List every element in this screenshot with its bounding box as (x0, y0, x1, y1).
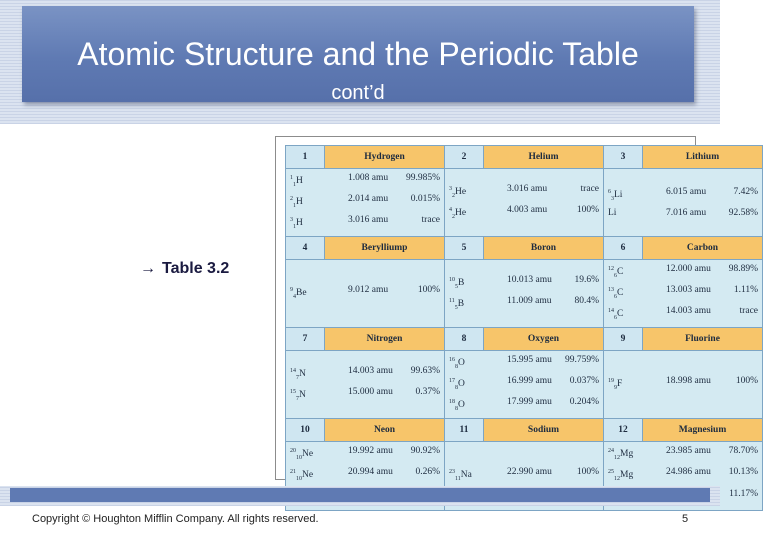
isotope-row (286, 260, 763, 328)
table-reference (140, 260, 229, 278)
isotope-mass: 2.014 amu (348, 194, 389, 205)
element-name: Sodium (484, 419, 604, 442)
isotope-symbol: $^4_2$He (449, 206, 467, 220)
atomic-number: 5 (454, 304, 458, 311)
element-name: Boron (484, 237, 604, 260)
isotope-abundance: 19.6% (574, 274, 599, 285)
isotope-cell (604, 169, 763, 237)
isotope-abundance: 0.26% (415, 467, 440, 478)
isotope-symbol: $^3_2$He (449, 185, 467, 199)
isotope-abundance: 0.015% (410, 194, 440, 205)
isotope-abundance: 0.204% (569, 397, 599, 408)
isotope-line (608, 374, 758, 395)
mass-number: 25 (608, 469, 614, 476)
isotope-abundance: trace (739, 306, 758, 317)
atomic-number: 7 (296, 395, 299, 402)
isotope-abundance: 11.17% (729, 488, 758, 499)
mass-number: 20 (290, 448, 296, 455)
mass-number: 24 (608, 448, 614, 455)
isotope-symbol: Li (608, 208, 617, 219)
isotope-line (608, 262, 758, 283)
isotope-mass: 11.009 amu (507, 295, 552, 306)
mass-number: 14 (290, 367, 296, 374)
isotope-line (290, 213, 440, 234)
mass-number: 12 (608, 266, 614, 273)
isotope-abundance: 0.037% (569, 376, 599, 387)
atomic-number: 7 (296, 374, 299, 381)
element-number: 3 (604, 146, 643, 169)
isotope-mass: 23.985 amu (666, 446, 711, 457)
isotope-line (449, 273, 599, 294)
element-number: 12 (604, 419, 643, 442)
isotope-symbol: $^9_4$Be (290, 287, 307, 301)
isotope-abundance: 78.70% (728, 446, 758, 457)
page-number: 5 (682, 513, 689, 525)
element-header-row (286, 237, 763, 260)
isotope-mass: 17.999 amu (507, 397, 552, 408)
isotope-line (290, 385, 440, 406)
isotope-line (290, 171, 440, 192)
atomic-number: 9 (614, 385, 617, 392)
isotope-cell (286, 260, 445, 328)
isotope-line (608, 304, 758, 325)
isotope-abundance: 99.759% (564, 355, 599, 366)
atomic-number: 8 (455, 364, 458, 371)
atomic-number: 1 (293, 203, 296, 210)
isotope-symbol: $^{25}_{12}$Mg (608, 469, 634, 483)
atomic-number: 10 (296, 476, 302, 483)
isotope-symbol: $^1_1$H (290, 175, 303, 189)
isotope-mass: 1.008 amu (348, 173, 389, 183)
isotope-mass: 22.990 amu (507, 467, 552, 478)
mass-number: 9 (290, 287, 293, 294)
element-number: 5 (445, 237, 484, 260)
element-name: Fluorine (643, 328, 763, 351)
mass-number: 3 (449, 185, 452, 192)
atomic-number: 2 (452, 213, 455, 220)
isotope-symbol: $^{16}_8$O (449, 357, 465, 371)
mass-number: 10 (449, 276, 455, 283)
isotope-symbol: $^2_1$H (290, 196, 303, 210)
copyright-text: Copyright © Houghton Mifflin Company. All rights reserved. (32, 513, 319, 525)
header-band (0, 0, 720, 124)
isotope-cell (286, 351, 445, 419)
isotope-symbol: $^{19}_9$F (608, 378, 623, 392)
isotope-line (608, 444, 758, 465)
mass-number: 3 (290, 217, 293, 224)
isotope-mass: 20.994 amu (348, 467, 393, 478)
isotope-mass: 15.000 amu (348, 386, 393, 397)
isotope-cell (286, 169, 445, 237)
mass-number: 19 (608, 378, 614, 385)
isotope-abundance: 99.985% (405, 173, 440, 183)
mass-number: 17 (449, 378, 455, 385)
atomic-number: 8 (455, 406, 458, 413)
isotope-symbol: $^{13}_6$C (608, 287, 624, 301)
isotope-mass: 16.999 amu (507, 376, 552, 387)
mass-number: 6 (608, 189, 611, 196)
arrow-icon: → (140, 260, 156, 277)
isotope-mass: 13.003 amu (666, 285, 711, 296)
isotope-mass: 18.998 amu (666, 376, 711, 387)
isotope-abundance: 99.63% (410, 365, 440, 376)
isotope-line (608, 206, 758, 220)
atomic-number: 11 (455, 476, 461, 483)
element-header-row (286, 419, 763, 442)
atomic-number: 12 (614, 455, 620, 462)
isotope-symbol: $^{12}_6$C (608, 266, 624, 280)
isotope-mass: 7.016 amu (666, 208, 707, 219)
isotope-symbol: $^{11}_5$B (449, 297, 465, 311)
slide-subtitle: cont’d (331, 82, 385, 104)
isotope-symbol: $^{23}_{11}$Na (449, 469, 472, 483)
mass-number: 11 (449, 297, 455, 304)
mass-number: 2 (290, 196, 293, 203)
isotope-abundance: 100% (417, 285, 440, 296)
element-header-row (286, 146, 763, 169)
isotope-cell (604, 260, 763, 328)
isotope-line (290, 364, 440, 385)
table-reference-text: Table 3.2 (162, 260, 230, 277)
element-number: 8 (445, 328, 484, 351)
atomic-number: 6 (614, 273, 617, 280)
table-image (275, 136, 758, 499)
atomic-number: 10 (296, 455, 302, 462)
atomic-number: 3 (611, 196, 614, 203)
isotope-mass: 4.003 amu (507, 204, 548, 215)
isotope-row (286, 351, 763, 419)
isotope-line (290, 444, 440, 465)
element-number: 7 (286, 328, 325, 351)
isotope-abundance: 98.89% (728, 264, 758, 275)
isotope-mass: 3.016 amu (507, 183, 548, 194)
isotope-abundance: 80.4% (574, 295, 599, 306)
element-name: Berylliump (325, 237, 445, 260)
isotope-symbol: $^{14}_7$N (290, 367, 306, 381)
isotope-symbol: $^3_1$H (290, 217, 303, 231)
element-name: Oxygen (484, 328, 604, 351)
isotope-mass: 14.003 amu (666, 306, 711, 317)
isotope-line (449, 374, 599, 395)
atomic-number: 5 (455, 283, 458, 290)
element-name: Nitrogen (325, 328, 445, 351)
isotope-symbol: $^{21}_{10}$Ne (290, 469, 314, 483)
isotope-abundance: trace (421, 215, 440, 226)
isotope-abundance: 90.92% (410, 446, 440, 457)
isotope-mass: 15.995 amu (507, 355, 552, 366)
atomic-number: 6 (614, 315, 617, 322)
isotope-mass: 9.012 amu (348, 285, 389, 296)
isotope-row (286, 169, 763, 237)
atomic-number: 2 (452, 192, 455, 199)
isotope-line (449, 182, 599, 203)
isotope-mass: 10.013 amu (507, 274, 552, 285)
isotope-line (608, 283, 758, 304)
element-number: 11 (445, 419, 484, 442)
isotope-line (608, 185, 758, 206)
isotope-abundance: 0.37% (415, 386, 440, 397)
isotope-symbol: $^{15}_7$N (290, 388, 306, 402)
title-box (22, 6, 694, 102)
isotope-mass: 19.992 amu (348, 446, 393, 457)
isotope-abundance: 10.13% (728, 467, 758, 478)
isotope-line (290, 283, 440, 304)
isotope-abundance: 100% (735, 376, 758, 387)
isotope-line (449, 353, 599, 374)
isotope-symbol: $^{14}_6$C (608, 308, 624, 322)
element-number: 4 (286, 237, 325, 260)
mass-number: 1 (290, 175, 293, 181)
atomic-number: 1 (293, 182, 296, 189)
isotope-line (290, 465, 440, 486)
isotope-table (285, 145, 763, 511)
element-number: 6 (604, 237, 643, 260)
isotope-symbol: $^{10}_5$B (449, 276, 465, 290)
footer-band (0, 486, 720, 506)
element-number: 2 (445, 146, 484, 169)
isotope-abundance: trace (580, 183, 599, 194)
isotope-symbol: $^{18}_8$O (449, 399, 465, 413)
isotope-cell (604, 351, 763, 419)
isotope-abundance: 92.58% (728, 208, 758, 219)
element-number: 9 (604, 328, 643, 351)
isotope-line (449, 294, 599, 315)
element-name: Lithium (643, 146, 763, 169)
isotope-abundance: 100% (576, 204, 599, 215)
isotope-cell (445, 351, 604, 419)
element-name: Carbon (643, 237, 763, 260)
element-header-row (286, 328, 763, 351)
mass-number: 18 (449, 399, 455, 406)
slide-title: Atomic Structure and the Periodic Table (77, 36, 639, 72)
atomic-number: 6 (614, 294, 617, 301)
isotope-mass: 12.000 amu (666, 264, 711, 275)
atomic-number: 12 (614, 476, 620, 483)
element-name: Hydrogen (325, 146, 445, 169)
isotope-line (608, 465, 758, 486)
mass-number: 23 (449, 469, 455, 476)
mass-number: 14 (608, 308, 614, 315)
element-name: Neon (325, 419, 445, 442)
mass-number: 16 (449, 357, 455, 364)
isotope-mass: 3.016 amu (348, 215, 389, 226)
isotope-line (449, 465, 599, 486)
atomic-number: 1 (293, 224, 296, 231)
isotope-abundance: 7.42% (733, 187, 758, 198)
mass-number: 4 (449, 206, 452, 213)
isotope-abundance: 100% (576, 467, 599, 478)
isotope-line (449, 203, 599, 224)
isotope-mass: 14.003 amu (348, 365, 393, 376)
mass-number: 15 (290, 388, 296, 395)
atomic-number: 4 (293, 294, 296, 301)
element-name: Magnesium (643, 419, 763, 442)
mass-number: 21 (290, 469, 296, 476)
element-number: 1 (286, 146, 325, 169)
isotope-symbol: $^{24}_{12}$Mg (608, 448, 634, 462)
isotope-abundance: 1.11% (733, 285, 758, 296)
isotope-line (449, 395, 599, 416)
atomic-number: 8 (455, 385, 458, 392)
isotope-mass: 6.015 amu (666, 187, 707, 198)
isotope-line (290, 192, 440, 213)
isotope-mass: 24.986 amu (666, 467, 711, 478)
isotope-symbol: $^6_3$Li (608, 189, 623, 203)
isotope-cell (445, 169, 604, 237)
element-number: 10 (286, 419, 325, 442)
isotope-symbol: $^{20}_{10}$Ne (290, 448, 314, 462)
isotope-symbol: $^{17}_8$O (449, 378, 465, 392)
isotope-cell (445, 260, 604, 328)
mass-number: 13 (608, 287, 614, 294)
element-name: Helium (484, 146, 604, 169)
